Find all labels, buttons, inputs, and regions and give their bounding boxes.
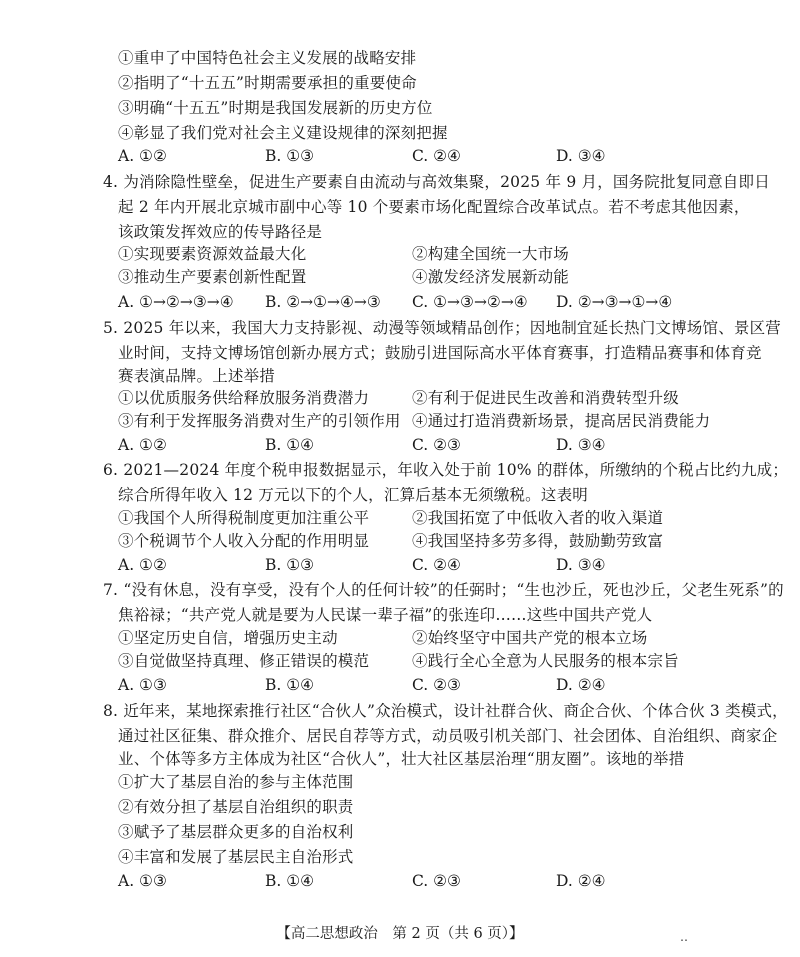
question-stem: 业、个体等多方主体成为社区“合伙人”，壮大社区基层治理“朋友圈”。该地的举措 bbox=[118, 750, 685, 768]
choice-d: D. ③④ bbox=[556, 147, 606, 165]
option-statement: ①扩大了基层自治的参与主体范围 bbox=[118, 773, 354, 791]
choice-a: A. ①② bbox=[118, 436, 167, 454]
choice-c: C. ②④ bbox=[412, 556, 461, 574]
option-statement: ③有利于发挥服务消费对生产的引领作用 bbox=[118, 412, 401, 430]
question-stem: 通过社区征集、群众推介、居民自荐等方式，动员吸引机关部门、社会团体、自治组织、商家企 bbox=[118, 727, 778, 745]
question-stem: 焦裕禄；“共产党人就是要为人民谋一辈子福”的张连印……这些中国共产党人 bbox=[118, 606, 653, 624]
option-statement: ①重申了中国特色社会主义发展的战略安排 bbox=[118, 49, 417, 67]
choice-a: A. ①② bbox=[118, 147, 167, 165]
option-statement: ③个税调节个人收入分配的作用明显 bbox=[118, 532, 370, 550]
choice-c: C. ②③ bbox=[412, 872, 461, 890]
option-statement: ④彰显了我们党对社会主义建设规律的深刻把握 bbox=[118, 124, 448, 142]
choice-c: C. ②③ bbox=[412, 436, 461, 454]
question-stem: 5. 2025 年以来，我国大力支持影视、动漫等领域精品创作；因地制宜延长热门文博场馆、景区营 bbox=[103, 319, 781, 337]
question-stem: 8. 近年来，某地探索推行社区“合伙人”众治模式，设计社群合伙、商企合伙、个体合伙 3 类模式， bbox=[103, 702, 788, 720]
option-statement: ②指明了“十五五”时期需要承担的重要使命 bbox=[118, 74, 417, 92]
option-statement: ①实现要素资源效益最大化 bbox=[118, 245, 307, 263]
choice-d: D. ②→③→①→④ bbox=[556, 293, 673, 311]
option-statement: ④通过打造消费新场景，提高居民消费能力 bbox=[412, 412, 711, 430]
question-stem: 4. 为消除隐性壁垒，促进生产要素自由流动与高效集聚，2025 年 9 月，国务院批复同意自即日 bbox=[103, 173, 770, 191]
choice-b: B. ①③ bbox=[265, 147, 315, 165]
choice-b: B. ①③ bbox=[265, 556, 315, 574]
question-stem: 6. 2021—2024 年度个税申报数据显示，年收入处于前 10% 的群体，所缴纳的个税占比约九成； bbox=[103, 461, 789, 479]
option-statement: ④我国坚持多劳多得，鼓励勤劳致富 bbox=[412, 532, 664, 550]
choice-b: B. ①④ bbox=[265, 436, 315, 454]
choice-b: B. ①④ bbox=[265, 676, 315, 694]
choice-d: D. ②④ bbox=[556, 676, 606, 694]
option-statement: ③自觉做坚持真理、修正错误的模范 bbox=[118, 652, 370, 670]
option-statement: ④践行全心全意为人民服务的根本宗旨 bbox=[412, 652, 679, 670]
option-statement: ③明确“十五五”时期是我国发展新的历史方位 bbox=[118, 99, 433, 117]
choice-d: D. ②④ bbox=[556, 872, 606, 890]
option-statement: ②有效分担了基层自治组织的职责 bbox=[118, 798, 354, 816]
choice-a: A. ①③ bbox=[118, 872, 167, 890]
option-statement: ①坚定历史自信，增强历史主动 bbox=[118, 629, 338, 647]
choice-a: A. ①→②→③→④ bbox=[118, 293, 234, 311]
option-statement: ④激发经济发展新动能 bbox=[412, 268, 570, 286]
option-statement: ②有利于促进民生改善和消费转型升级 bbox=[412, 389, 679, 407]
question-stem: 7. “没有休息，没有享受，没有个人的任何计较”的任弼时；“生也沙丘，死也沙丘，父老生死系”的 bbox=[103, 581, 784, 599]
option-statement: ②我国拓宽了中低收入者的收入渠道 bbox=[412, 509, 664, 527]
page-footer: 【高二思想政治 第 2 页（共 6 页）】 bbox=[276, 926, 524, 942]
option-statement: ④丰富和发展了基层民主自治形式 bbox=[118, 848, 354, 866]
question-stem: 该政策发挥效应的传导路径是 bbox=[118, 223, 323, 241]
choice-a: A. ①② bbox=[118, 556, 167, 574]
choice-b: B. ②→①→④→③ bbox=[265, 293, 381, 311]
question-stem: 起 2 年内开展北京城市副中心等 10 个要素市场化配置综合改革试点。若不考虑其他因素， bbox=[118, 198, 750, 216]
choice-c: C. ②④ bbox=[412, 147, 461, 165]
option-statement: ③赋予了基层群众更多的自治权利 bbox=[118, 823, 354, 841]
question-stem: 赛表演品牌。上述举措 bbox=[118, 367, 276, 385]
option-statement: ①我国个人所得税制度更加注重公平 bbox=[118, 509, 370, 527]
question-stem: 业时间，支持文博场馆创新办展方式；鼓励引进国际高水平体育赛事，打造精品赛事和体育竞 bbox=[118, 344, 762, 362]
choice-c: C. ②③ bbox=[412, 676, 461, 694]
option-statement: ①以优质服务供给释放服务消费潜力 bbox=[118, 389, 370, 407]
option-statement: ③推动生产要素创新性配置 bbox=[118, 268, 307, 286]
choice-a: A. ①③ bbox=[118, 676, 167, 694]
choice-d: D. ③④ bbox=[556, 436, 606, 454]
question-stem: 综合所得年收入 12 万元以下的个人，汇算后基本无须缴税。这表明 bbox=[118, 486, 588, 504]
option-statement: ②构建全国统一大市场 bbox=[412, 245, 570, 263]
choice-c: C. ①→③→②→④ bbox=[412, 293, 528, 311]
option-statement: ②始终坚守中国共产党的根本立场 bbox=[412, 629, 648, 647]
choice-b: B. ①④ bbox=[265, 872, 315, 890]
choice-d: D. ③④ bbox=[556, 556, 606, 574]
corner-mark: ‥ bbox=[680, 930, 689, 944]
